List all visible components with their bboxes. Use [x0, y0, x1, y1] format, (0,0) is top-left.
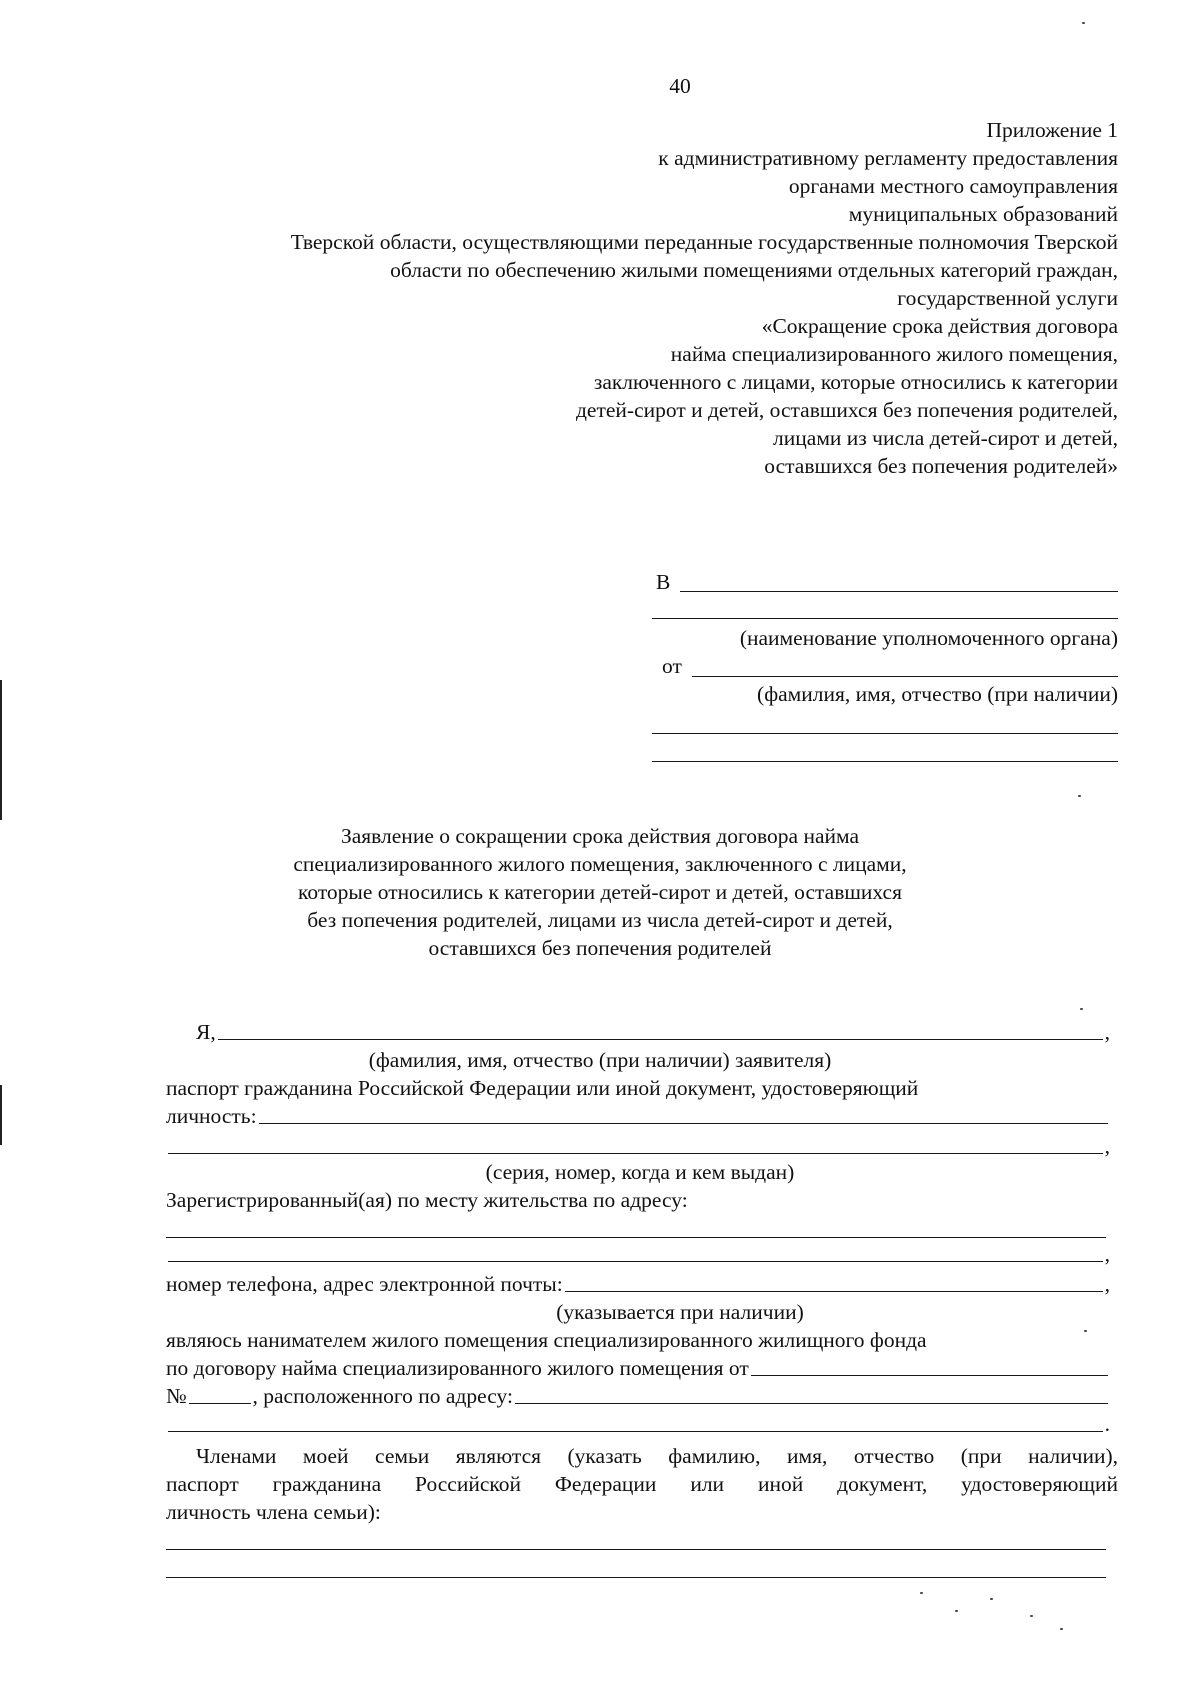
passport-line: паспорт гражданина Российской Федерации или иной документ, удостоверяющий: [166, 1076, 919, 1100]
period: .: [1104, 1412, 1110, 1436]
contract-label: по договору найма специализированного жилого помещения от: [166, 1356, 749, 1380]
contacts-caption: (указывается при наличии): [556, 1300, 804, 1324]
comma: ,: [1104, 1242, 1110, 1266]
appendix-line: Тверской области, осуществляющими переданные государственные полномочия Тверской: [290, 230, 1118, 254]
contacts-row: [166, 1270, 1110, 1298]
appendix-line: органами местного самоуправления: [788, 174, 1118, 198]
contract-date-field[interactable]: [751, 1375, 1108, 1376]
appendix-line: детей-сирот и детей, оставшихся без попечения родителей,: [575, 398, 1118, 422]
contacts-field[interactable]: [565, 1291, 1103, 1292]
statement-title-line: специализированного жилого помещения, заключенного с лицами,: [293, 852, 907, 876]
contract-number-field[interactable]: [189, 1403, 251, 1404]
scan-speck: [990, 1598, 993, 1600]
number-prefix: №: [166, 1384, 187, 1408]
scan-speck: [1084, 1330, 1087, 1332]
family-members-field-line2[interactable]: [166, 1577, 1106, 1578]
located-label: , расположенного по адресу:: [252, 1384, 513, 1408]
scan-speck: [1082, 22, 1085, 24]
scan-speck: [955, 1610, 958, 1612]
contract-row: [166, 1354, 1110, 1382]
address-row-2: [166, 1240, 1110, 1268]
applicant-name-caption: (фамилия, имя, отчество (при наличии) заявителя): [368, 1048, 832, 1072]
sender-field-line2[interactable]: [652, 733, 1118, 734]
family-line: паспорт гражданина Российской Федерации или иной документ, удостоверяющий: [166, 1472, 1118, 1496]
family-line: Членами моей семьи являются (указать фамилию, имя, отчество (при наличии),: [196, 1444, 1118, 1468]
scan-speck: [1060, 1628, 1063, 1630]
to-prefix: В: [656, 570, 671, 594]
contacts-label: номер телефона, адрес электронной почты:: [166, 1272, 563, 1296]
family-line: личность члена семьи):: [166, 1500, 381, 1524]
premises-address-field-line2[interactable]: [168, 1431, 1103, 1432]
sender-field[interactable]: [692, 676, 1118, 677]
appendix-line: найма специализированного жилого помещения,: [670, 342, 1118, 366]
scan-edge-mark: [0, 680, 2, 820]
premises-row-2: [166, 1410, 1110, 1438]
scan-edge-mark: [0, 1085, 2, 1145]
registered-label: Зарегистрированный(ая) по месту жительства по адресу:: [166, 1188, 688, 1212]
scan-speck: [1080, 1008, 1083, 1010]
statement-title-line: Заявление о сокращении срока действия договора найма: [340, 824, 860, 848]
statement-title-line: которые относились к категории детей-сирот и детей, оставшихся: [298, 880, 902, 904]
page-number: 40: [669, 74, 691, 98]
appendix-line: заключенного с лицами, которые относились к категории: [593, 370, 1118, 394]
appendix-line: муниципальных образований: [848, 202, 1118, 226]
scan-speck: [920, 1592, 923, 1594]
passport-label: личность:: [166, 1104, 257, 1128]
statement-title-line: без попечения родителей, лицами из числа детей-сирот и детей,: [307, 908, 893, 932]
family-members-field[interactable]: [166, 1549, 1106, 1550]
appendix-line: оставшихся без попечения родителей»: [764, 454, 1118, 478]
scan-speck: [1078, 795, 1081, 797]
recipient-field[interactable]: [680, 591, 1118, 592]
statement-title-line: оставшихся без попечения родителей: [428, 936, 772, 960]
tenant-line: являюсь нанимателем жилого помещения специализированного жилищного фонда: [166, 1328, 927, 1352]
premises-address-field[interactable]: [515, 1403, 1108, 1404]
appendix-line: к административному регламенту предоставления: [658, 146, 1118, 170]
appendix-line: области по обеспечению жилыми помещениями отдельных категорий граждан,: [390, 258, 1118, 282]
appendix-line: лицами из числа детей-сирот и детей,: [773, 426, 1118, 450]
comma: ,: [1104, 1272, 1110, 1296]
recipient-field-line2[interactable]: [652, 618, 1118, 619]
i-prefix: Я,: [196, 1020, 216, 1044]
applicant-name-row: [196, 1018, 1110, 1046]
from-prefix: от: [662, 654, 682, 678]
passport-field[interactable]: [259, 1123, 1108, 1124]
scan-speck: [1030, 1615, 1033, 1617]
contract-number-row: [166, 1382, 1110, 1410]
passport-caption: (серия, номер, когда и кем выдан): [485, 1160, 795, 1184]
address-field[interactable]: [166, 1237, 1106, 1238]
passport-row: [166, 1102, 1110, 1130]
applicant-name-field[interactable]: [218, 1039, 1103, 1040]
appendix-line: государственной услуги: [897, 286, 1118, 310]
sender-caption: (фамилия, имя, отчество (при наличии): [757, 682, 1118, 706]
recipient-caption: (наименование уполномоченного органа): [739, 626, 1118, 650]
comma: ,: [1104, 1020, 1110, 1044]
passport-field-line2[interactable]: [168, 1153, 1103, 1154]
appendix-line: «Сокращение срока действия договора: [761, 314, 1118, 338]
appendix-title: Приложение 1: [986, 118, 1118, 142]
comma: ,: [1104, 1134, 1110, 1158]
sender-field-line3[interactable]: [652, 761, 1118, 762]
passport-row-2: [166, 1132, 1110, 1160]
address-field-line2[interactable]: [168, 1261, 1103, 1262]
